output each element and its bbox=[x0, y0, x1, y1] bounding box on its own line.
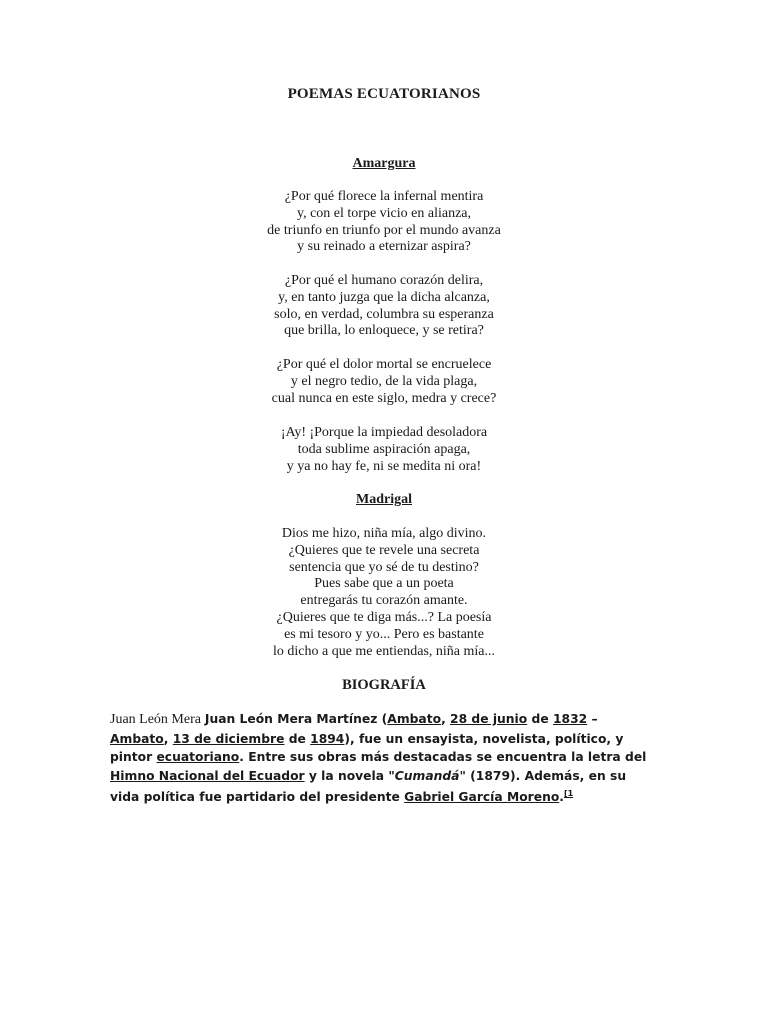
poem-line: cual nunca en este siglo, medra y crece? bbox=[271, 390, 497, 406]
link-ecuatoriano[interactable]: ecuatoriano bbox=[156, 750, 240, 764]
poem-line: y su reinado a eternizar aspira? bbox=[297, 239, 471, 255]
poem-stanza bbox=[0, 273, 768, 340]
poem-stanza bbox=[0, 357, 768, 407]
poem-line: Dios me hizo, niña mía, algo divino. bbox=[281, 526, 487, 541]
bio-lead: Juan León Mera bbox=[110, 712, 201, 727]
poem-stanza bbox=[0, 189, 768, 256]
poem-line: y, en tanto juzga que la dicha alcanza, bbox=[278, 289, 490, 305]
poem-line: es mi tesoro y yo... Pero es bastante bbox=[284, 626, 484, 642]
biography-paragraph: Juan León Mera Juan León Mera Martínez (Ambato, 28 de junio de 1832 – Ambato, 13 de diciembre de 1894), fue un ensayista, novelista, político, y pintor ecuatoriano. Entre sus obras más destacadas se encuentra la letra del Himno Nacional del Ecuador y la novela "Cumandá" (1879). Además, en su vida política fue partidario del presidente Gabriel García Moreno.$^{[1}$ bbox=[110, 712, 647, 805]
link-13-de-diciembre[interactable]: 13 de diciembre bbox=[172, 731, 285, 746]
bio-full-name: Juan León Mera Martínez bbox=[204, 712, 378, 726]
poem-line: entregarás tu corazón amante. bbox=[300, 593, 468, 609]
poem-line: ¿Quieres que te revele una secreta bbox=[288, 542, 480, 558]
link-1894[interactable]: 1894 bbox=[310, 731, 345, 746]
poem-line: ¿Por qué el dolor mortal se encruelece bbox=[276, 357, 492, 372]
poem-heading-madrigal: Madrigal bbox=[356, 492, 412, 507]
poem-line: y, con el torpe vicio en alianza, bbox=[296, 205, 471, 221]
poem-line: ¿Quieres que te diga más...? La poesía bbox=[276, 609, 492, 625]
poem-line: y ya no hay fe, ni se medita ni ora! bbox=[286, 458, 482, 474]
poem-line: lo dicho a que me entiendas, niña mía... bbox=[273, 643, 495, 659]
link-ambato[interactable]: Ambato bbox=[387, 712, 442, 726]
reference-link[interactable]: [1 bbox=[563, 789, 574, 798]
poem-line: y el negro tedio, de la vida plaga, bbox=[290, 373, 478, 389]
poem-line: que brilla, lo enloquece, y se retira? bbox=[284, 323, 484, 339]
poem-line: de triunfo en triunfo por el mundo avanza bbox=[267, 222, 501, 238]
link-ambato-death[interactable]: Ambato bbox=[110, 731, 164, 746]
poem-line: Pues sabe que a un poeta bbox=[314, 576, 454, 592]
poem-line: solo, en verdad, columbra su esperanza bbox=[274, 306, 494, 322]
poem-line: ¡Ay! ¡Porque la impiedad desoladora bbox=[280, 425, 488, 440]
bio-novel-title: "Cumandá" bbox=[388, 768, 466, 783]
poem-stanza bbox=[0, 526, 768, 660]
poem-line: ¿Por qué florece la infernal mentira bbox=[284, 189, 484, 204]
poem-stanza bbox=[0, 425, 768, 475]
page-title: POEMAS ECUATORIANOS bbox=[287, 86, 481, 102]
poem-line: ¿Por qué el humano corazón delira, bbox=[284, 273, 484, 288]
link-28-de-junio[interactable]: 28 de junio bbox=[450, 712, 528, 726]
poem-line: toda sublime aspiración apaga, bbox=[297, 441, 471, 457]
link-himno-nacional[interactable]: Himno Nacional del Ecuador bbox=[110, 768, 305, 783]
link-1832[interactable]: 1832 bbox=[552, 712, 588, 726]
poem-line: sentencia que yo sé de tu destino? bbox=[289, 559, 479, 575]
poem-heading-amargura: Amargura bbox=[352, 156, 416, 171]
biography-heading: BIOGRAFÍA bbox=[342, 677, 426, 693]
link-gabriel-garcia-moreno[interactable]: Gabriel García Moreno bbox=[404, 790, 560, 805]
